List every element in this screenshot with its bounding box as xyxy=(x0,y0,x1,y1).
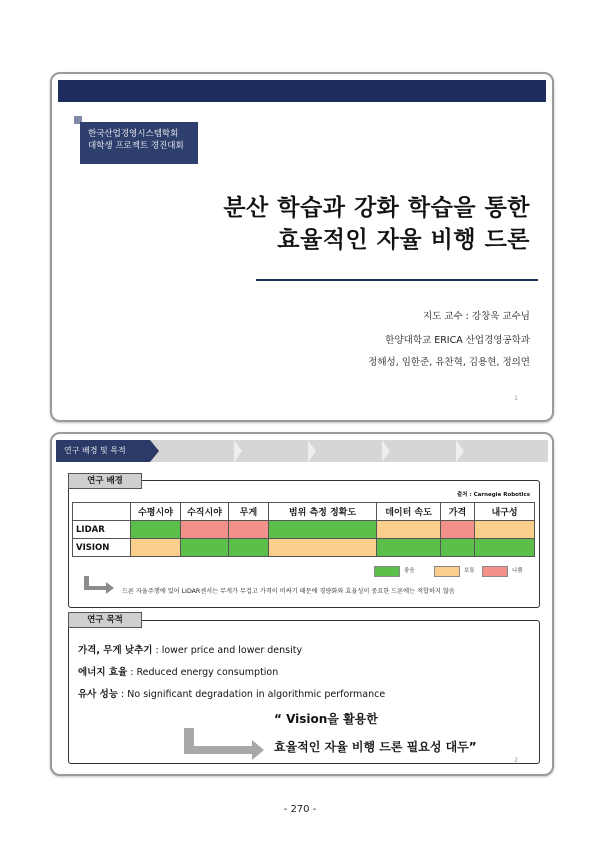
big-arrow-icon-tip xyxy=(252,740,264,760)
rating-cell-bad xyxy=(229,521,269,539)
contest-badge xyxy=(80,122,198,164)
title-underline xyxy=(256,279,538,281)
members-text: 정해성, 임한준, 유찬혁, 김용현, 정의연 xyxy=(368,357,530,368)
row-label: VISION xyxy=(73,539,131,557)
contest-line-1: 한국산업경영시스템학회 xyxy=(88,129,179,139)
purpose-item xyxy=(78,664,278,678)
table-row xyxy=(73,539,535,557)
background-slide xyxy=(50,432,554,776)
lidar-note: 드론 자율주행에 있어 LIDAR센서는 무게가 무겁고 가격이 비싸기 때문에 경량화와 효율성이 중요한 드론에는 적합하지 않음 xyxy=(122,588,455,595)
rating-cell-good xyxy=(131,521,181,539)
legend-label-bad: 나쁨 xyxy=(512,568,523,574)
comparison-table xyxy=(72,502,535,557)
quote-line-1: “ Vision을 활용한 xyxy=(274,712,378,726)
row-label: LIDAR xyxy=(73,521,131,539)
contest-line-2: 대학생 프로젝트 경진대회 xyxy=(88,141,184,151)
title-slide xyxy=(50,72,554,422)
nav-active-section: 연구 배경 및 목적 xyxy=(56,440,150,462)
advisor-text: 지도 교수 : 강창욱 교수님 xyxy=(422,311,530,322)
table-header-cell xyxy=(73,503,131,521)
page-footer-number: - 270 - xyxy=(283,804,317,815)
purpose-item xyxy=(78,642,302,656)
purpose-header: 연구 목적 xyxy=(68,612,142,628)
legend-swatch-good xyxy=(374,566,400,577)
big-arrow-icon-shaft xyxy=(184,746,254,754)
table-header-cell: 수평시야 xyxy=(131,503,181,521)
rating-cell-good xyxy=(269,521,377,539)
rating-cell-normal xyxy=(377,521,441,539)
table-header-row xyxy=(73,503,535,521)
table-header-cell: 데이터 속도 xyxy=(377,503,441,521)
rating-cell-good xyxy=(377,539,441,557)
purpose-desc: : Reduced energy consumption xyxy=(127,667,279,678)
title-line-1: 분산 학습과 강화 학습을 통한 xyxy=(223,195,530,221)
quote-line-2: 효율적인 자율 비행 드론 필요성 대두” xyxy=(274,740,477,754)
table-header-cell: 가격 xyxy=(441,503,475,521)
rating-cell-normal xyxy=(131,539,181,557)
arrow-icon-shaft xyxy=(84,586,106,590)
nav-arrow-icon xyxy=(150,440,159,462)
slide-page-number: 2 xyxy=(514,757,518,764)
chevron-right-icon xyxy=(308,440,316,462)
chevron-right-icon xyxy=(234,440,242,462)
slide-page-number: 1 xyxy=(514,395,518,402)
table-row xyxy=(73,521,535,539)
arrow-icon-tip xyxy=(106,582,114,594)
legend-label-normal: 보통 xyxy=(464,568,475,574)
table-header-cell: 범위 측정 정확도 xyxy=(269,503,377,521)
rating-cell-normal xyxy=(475,521,535,539)
chevron-right-icon xyxy=(456,440,464,462)
legend-swatch-normal xyxy=(434,566,460,577)
purpose-desc: : No significant degradation in algorithmic performance xyxy=(118,689,386,700)
slide-title xyxy=(223,192,530,256)
rating-cell-good xyxy=(475,539,535,557)
rating-cell-normal xyxy=(269,539,377,557)
source-note: 출처 : Carnegie Robotics xyxy=(456,492,530,498)
purpose-key: 에너지 효율 xyxy=(78,667,128,678)
purpose-key: 유사 성능 xyxy=(78,689,119,700)
chevron-right-icon xyxy=(382,440,390,462)
purpose-desc: : lower price and lower density xyxy=(152,645,303,656)
slide-header-bar xyxy=(58,80,546,102)
background-header: 연구 배경 xyxy=(68,473,142,489)
rating-cell-bad xyxy=(181,521,229,539)
department-text: 한양대학교 ERICA 산업경영공학과 xyxy=(385,335,530,346)
purpose-key: 가격, 무게 낮추기 xyxy=(78,645,153,656)
table-header-cell: 무게 xyxy=(229,503,269,521)
legend-label-good: 좋음 xyxy=(404,568,415,574)
title-line-2: 효율적인 자율 비행 드론 xyxy=(277,227,530,253)
purpose-item xyxy=(78,686,385,700)
rating-cell-good xyxy=(229,539,269,557)
table-header-cell: 수직시야 xyxy=(181,503,229,521)
table-header-cell: 내구성 xyxy=(475,503,535,521)
rating-cell-good xyxy=(181,539,229,557)
legend-swatch-bad xyxy=(482,566,508,577)
rating-cell-good xyxy=(441,539,475,557)
rating-cell-bad xyxy=(441,521,475,539)
